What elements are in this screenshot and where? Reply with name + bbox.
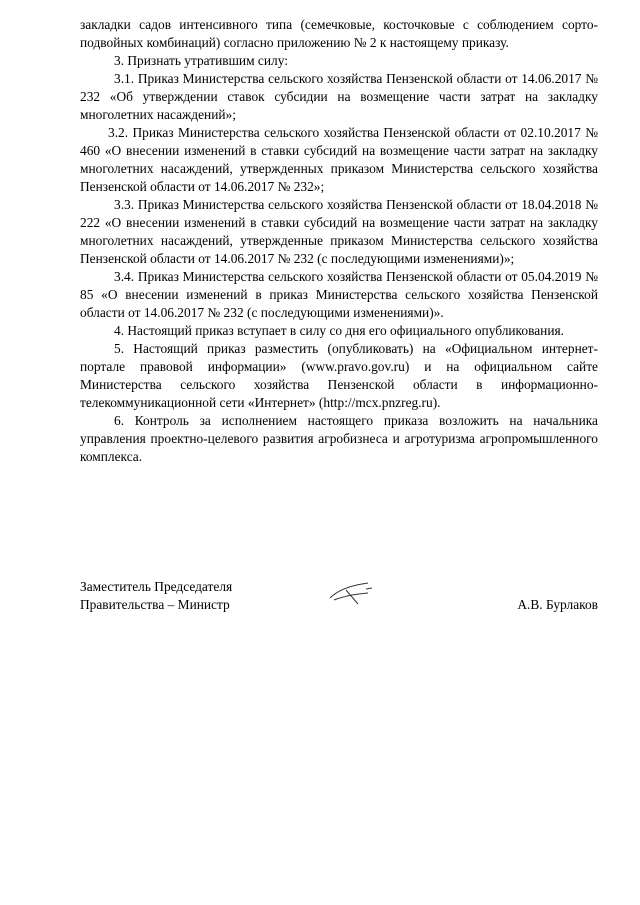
- signatory-title-line1: Заместитель Председателя: [80, 579, 233, 594]
- paragraph-item-3-3: 3.3. Приказ Министерства сельского хозяйства Пензенской области от 18.04.2018 № 222 «О внесении изменений в ставки субсидий на возмещение части затрат на закладку многолетних насаждений, утвержденные приказом Министерства сельского хозяйства Пензенской области от 14.06.2017 № 232 (с последующими изменениями)»;: [80, 197, 598, 266]
- signature-block: [80, 578, 598, 614]
- paragraph-item-3-4: 3.4. Приказ Министерства сельского хозяйства Пензенской области от 05.04.2019 № 85 «О внесении изменений в приказ Министерства сельского хозяйства Пензенской области от 14.06.2017 № 232 (с последующими изменениями)».: [80, 269, 598, 320]
- handwritten-signature-icon: [328, 580, 374, 606]
- paragraph-item-3-1: 3.1. Приказ Министерства сельского хозяйства Пензенской области от 14.06.2017 № 232 «Об утверждении ставок субсидии на возмещение части затрат на закладку многолетних насаждений»;: [80, 71, 598, 122]
- signatory-title-line2: Правительства – Министр: [80, 597, 230, 612]
- paragraph-continuation: закладки садов интенсивного типа (семечковые, косточковые с соблюдением сорто-подвойных комбинаций) согласно приложению № 2 к настоящему приказу.: [80, 17, 598, 50]
- paragraph-item-6: 6. Контроль за исполнением настоящего приказа возложить на начальника управления проектно-целевого развития агробизнеса и агротуризма агропромышленного комплекса.: [80, 413, 598, 464]
- paragraph-item-3: 3. Признать утратившим силу:: [114, 53, 288, 68]
- document-body: [80, 16, 598, 466]
- paragraph-item-3-2: 3.2. Приказ Министерства сельского хозяйства Пензенской области от 02.10.2017 № 460 «О внесении изменений в ставки субсидий на возмещение части затрат на закладку многолетних насаждений, утвержденных приказом Министерства сельского хозяйства Пензенской области от 14.06.2017 № 232»;: [80, 125, 598, 194]
- paragraph-item-4: 4. Настоящий приказ вступает в силу со дня его официального опубликования.: [114, 323, 564, 338]
- signatory-name: А.В. Бурлаков: [517, 597, 598, 612]
- paragraph-item-5: 5. Настоящий приказ разместить (опубликовать) на «Официальном интернет-портале правовой информации» (www.pravo.gov.ru) и на официальном сайте Министерства сельского хозяйства Пензенской области в информационно-телекоммуникационной сети «Интернет» (http://mcx.pnzreg.ru).: [80, 341, 598, 410]
